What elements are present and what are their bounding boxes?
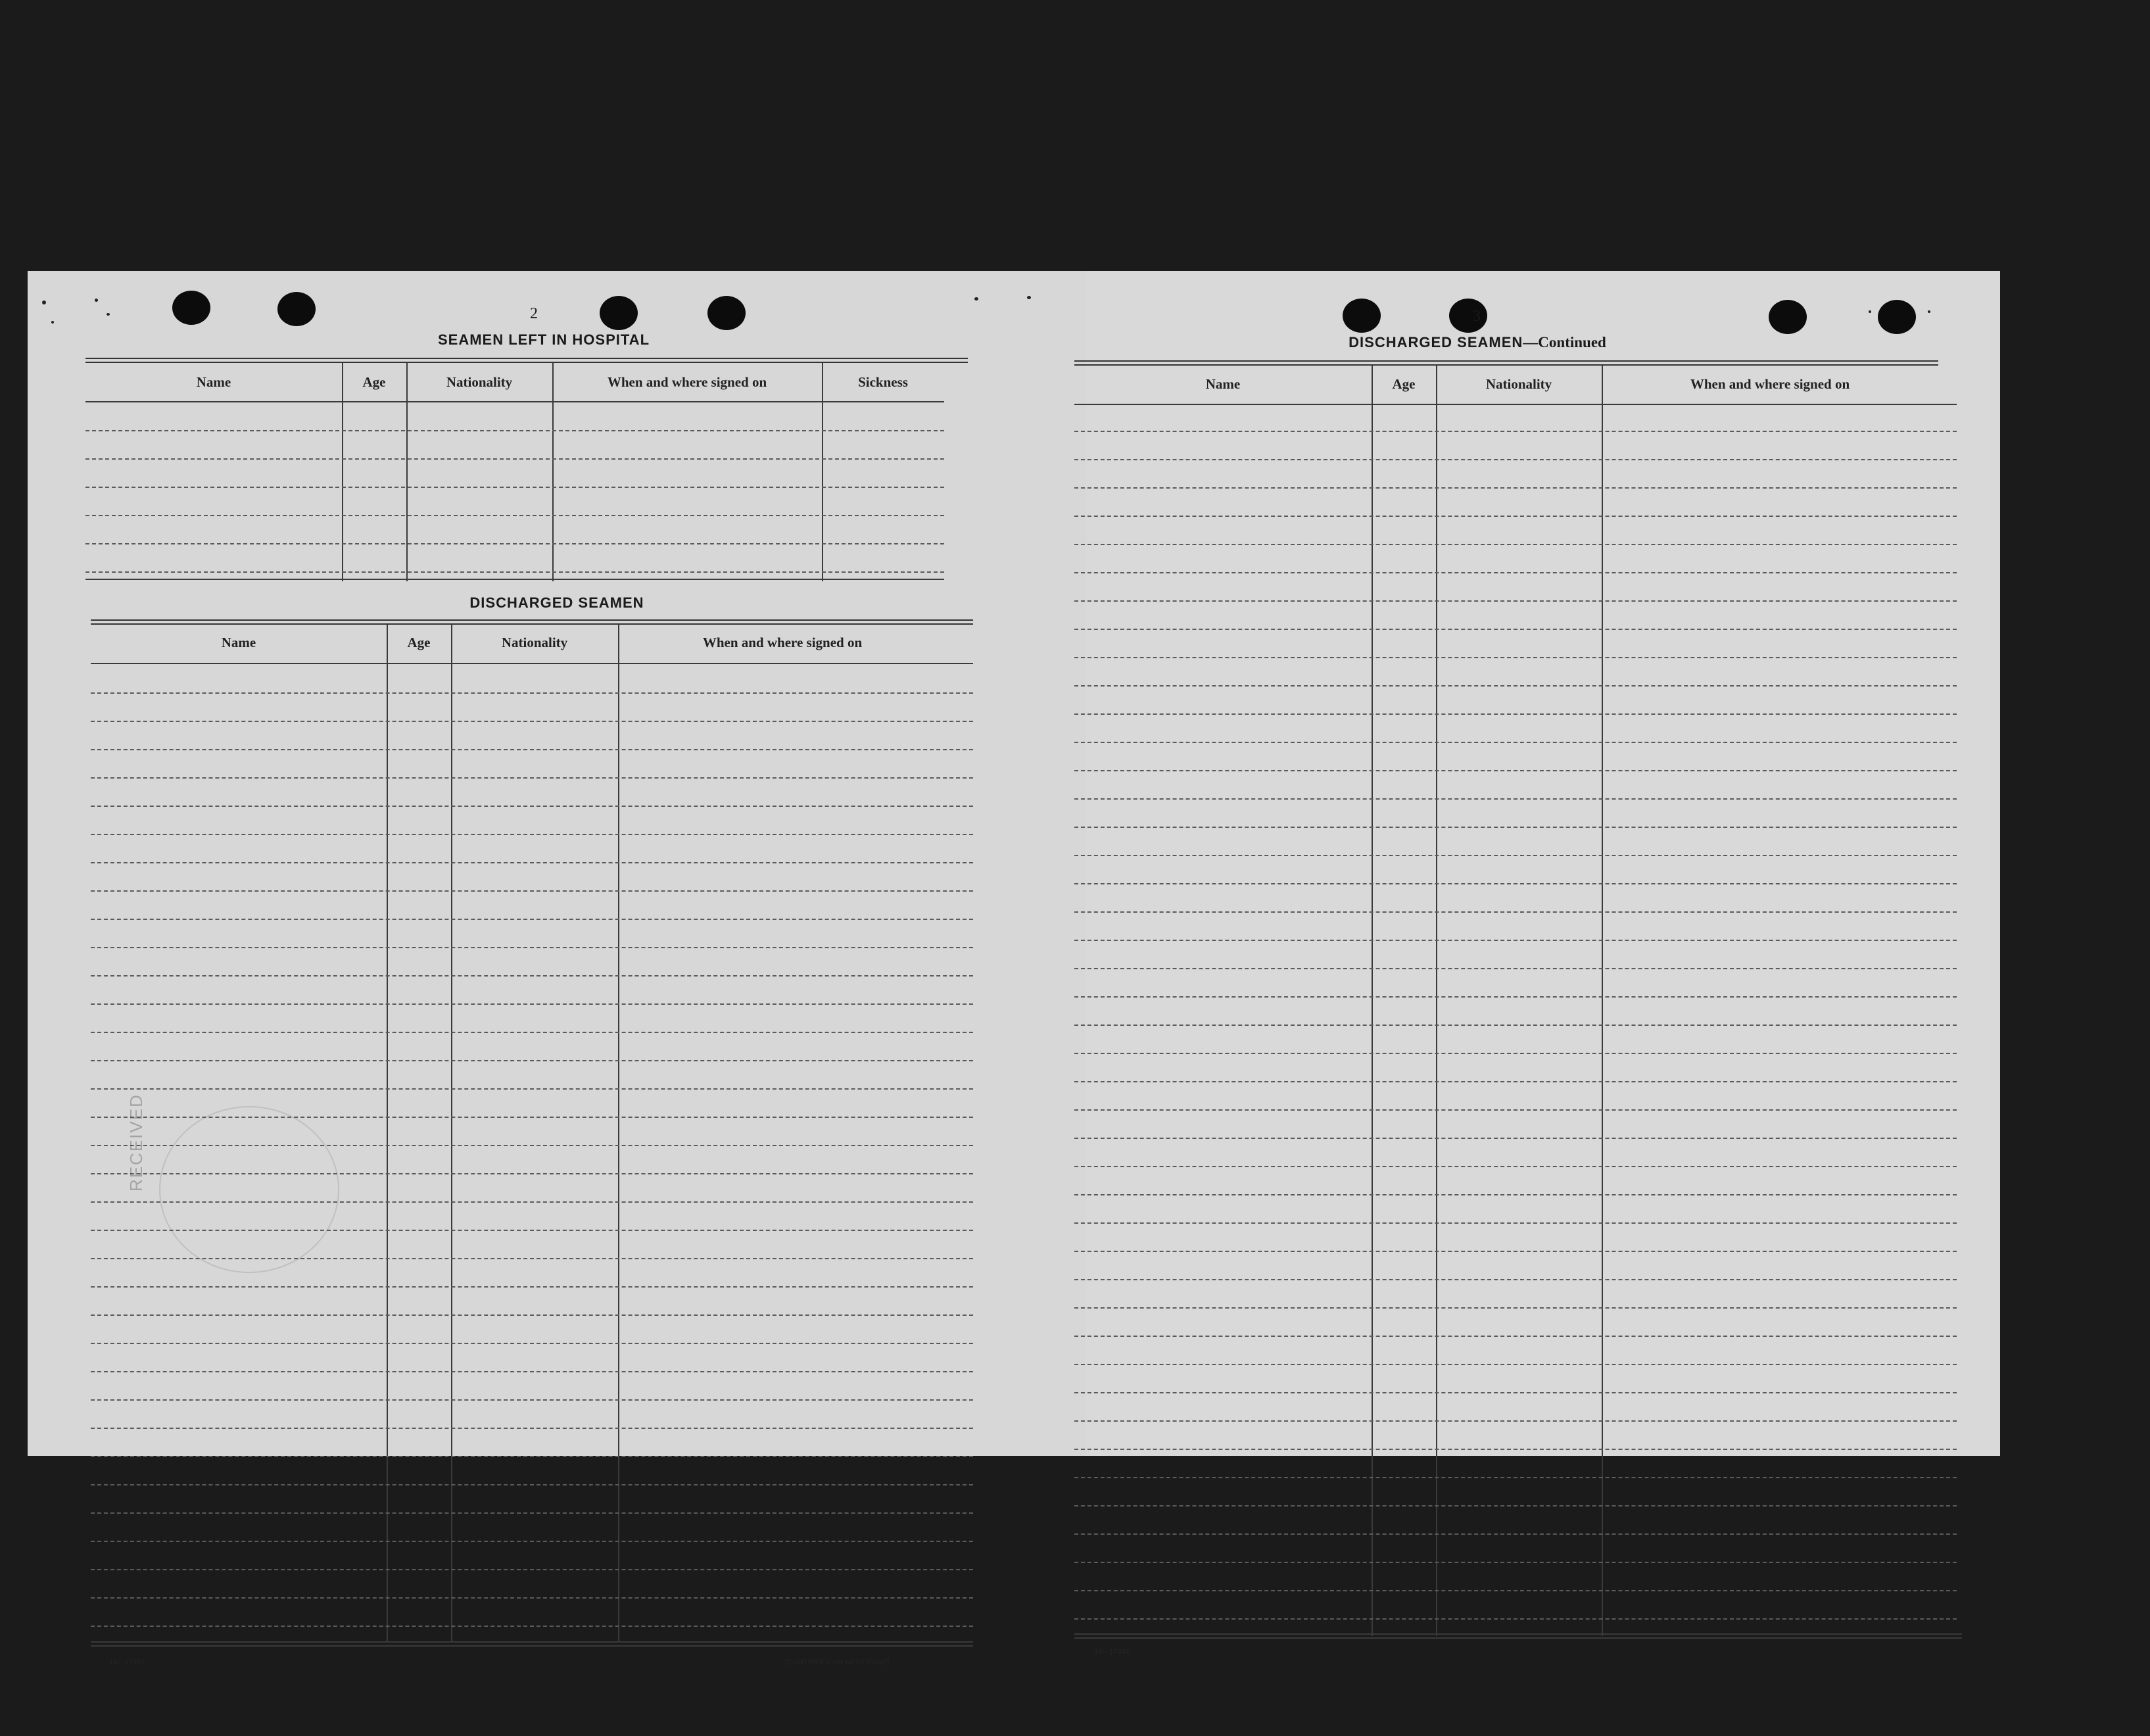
table-rule — [85, 362, 968, 363]
row-line — [1074, 516, 1957, 517]
row-line — [1074, 1025, 1957, 1026]
row-line — [1074, 600, 1957, 602]
form-number-right: 16—17387 — [1094, 1648, 1130, 1656]
row-line — [1074, 1364, 1957, 1365]
column-divider — [1602, 366, 1603, 1636]
row-line — [91, 1343, 973, 1344]
punch-hole — [1878, 300, 1916, 334]
speck — [1027, 296, 1031, 299]
row-line — [85, 430, 944, 431]
row-line — [1074, 1562, 1957, 1563]
row-line — [1074, 431, 1957, 432]
hospital-col-age: Age — [362, 374, 386, 390]
received-stamp-text: RECEIVED — [126, 1094, 146, 1192]
right-col-age: Age — [1392, 376, 1416, 392]
right-page-title-main: DISCHARGED SEAMEN — [1349, 334, 1523, 350]
row-line — [91, 1512, 973, 1514]
table-rule — [85, 579, 944, 580]
table-rule — [1074, 364, 1938, 366]
row-line — [91, 777, 973, 779]
right-col-signed-on: When and where signed on — [1690, 376, 1850, 392]
right-page-background — [1086, 271, 2000, 1456]
right-col-name: Name — [1205, 376, 1241, 392]
punch-hole — [1343, 299, 1381, 333]
row-line — [1074, 544, 1957, 545]
speck — [107, 313, 110, 316]
row-line — [1074, 1251, 1957, 1252]
row-line — [91, 1484, 973, 1485]
speck — [1869, 310, 1871, 313]
row-line — [1074, 1533, 1957, 1535]
row-line — [1074, 1279, 1957, 1280]
row-line — [1074, 1449, 1957, 1450]
continued-note: [CONTINUED ON NEXT PAGE] — [785, 1658, 890, 1666]
row-line — [91, 1626, 973, 1627]
punch-hole — [172, 291, 210, 325]
row-line — [91, 1088, 973, 1090]
row-line — [91, 749, 973, 750]
discharged-col-nationality: Nationality — [501, 635, 568, 650]
right-page-title-suffix: —Continued — [1523, 334, 1606, 350]
punch-hole — [277, 292, 316, 326]
row-line — [1074, 996, 1957, 998]
row-line — [1074, 487, 1957, 489]
row-line — [1074, 798, 1957, 800]
document-sheet — [28, 271, 2000, 1666]
page-number-left: 2 — [530, 305, 538, 322]
row-line — [1074, 1166, 1957, 1167]
row-line — [1074, 1420, 1957, 1422]
row-line — [91, 1201, 973, 1203]
table-rule — [91, 619, 973, 621]
discharged-col-signed-on: When and where signed on — [702, 635, 863, 650]
row-line — [1074, 1138, 1957, 1139]
table-rule — [91, 623, 973, 625]
row-line — [1074, 657, 1957, 658]
row-line — [1074, 1194, 1957, 1195]
row-line — [1074, 1590, 1957, 1591]
row-line — [91, 1258, 973, 1259]
row-line — [1074, 1053, 1957, 1054]
table-rule — [1074, 1637, 1962, 1639]
row-line — [91, 1428, 973, 1429]
row-line — [1074, 1618, 1957, 1620]
row-line — [91, 1173, 973, 1174]
row-line — [91, 1456, 973, 1457]
row-line — [1074, 883, 1957, 884]
row-line — [85, 515, 944, 516]
right-col-nationality: Nationality — [1485, 376, 1552, 392]
row-line — [1074, 685, 1957, 687]
row-line — [91, 975, 973, 976]
hospital-section-title: SEAMEN LEFT IN HOSPITAL — [437, 331, 650, 348]
punch-hole — [707, 296, 746, 330]
header-underline — [91, 663, 973, 664]
row-line — [1074, 1392, 1957, 1393]
discharged-section-title: DISCHARGED SEAMEN — [469, 594, 644, 611]
hospital-col-signed-on: When and where signed on — [607, 374, 767, 390]
table-rule — [91, 1645, 973, 1647]
row-line — [1074, 1109, 1957, 1111]
row-line — [85, 458, 944, 460]
discharged-col-age: Age — [407, 635, 431, 650]
row-line — [91, 1314, 973, 1316]
row-line — [91, 862, 973, 863]
row-line — [91, 1060, 973, 1061]
row-line — [1074, 827, 1957, 828]
row-line — [91, 890, 973, 892]
row-line — [1074, 1307, 1957, 1309]
row-line — [91, 1286, 973, 1288]
row-line — [1074, 855, 1957, 856]
column-divider — [1372, 366, 1373, 1636]
page-number-right: 3 — [1473, 308, 1481, 325]
right-page-title — [1316, 334, 1638, 351]
speck — [95, 299, 98, 302]
column-divider — [342, 363, 343, 581]
row-line — [85, 543, 944, 544]
row-line — [91, 1117, 973, 1118]
row-line — [91, 1541, 973, 1542]
row-line — [1074, 742, 1957, 743]
punch-hole — [1769, 300, 1807, 334]
row-line — [91, 1032, 973, 1033]
header-underline — [1074, 404, 1957, 405]
row-line — [1074, 1336, 1957, 1337]
table-rule — [85, 358, 968, 359]
row-line — [1074, 968, 1957, 969]
form-number-left: 16—17387 — [109, 1658, 145, 1666]
row-line — [1074, 770, 1957, 771]
speck — [1928, 310, 1930, 313]
row-line — [1074, 713, 1957, 715]
row-line — [91, 1597, 973, 1599]
row-line — [91, 721, 973, 722]
row-line — [1074, 572, 1957, 573]
hospital-col-sickness: Sickness — [858, 374, 908, 390]
row-line — [1074, 911, 1957, 913]
row-line — [91, 1003, 973, 1005]
row-line — [91, 1371, 973, 1372]
row-line — [85, 571, 944, 573]
row-line — [1074, 1222, 1957, 1224]
column-divider — [1436, 366, 1437, 1636]
received-stamp — [159, 1106, 339, 1273]
row-line — [1074, 940, 1957, 941]
table-rule — [1074, 1633, 1962, 1635]
speck — [42, 301, 46, 304]
column-divider — [552, 363, 554, 581]
row-line — [1074, 629, 1957, 630]
row-line — [91, 1145, 973, 1146]
row-line — [91, 919, 973, 920]
speck — [51, 321, 54, 324]
row-line — [91, 1399, 973, 1401]
hospital-col-nationality: Nationality — [446, 374, 513, 390]
row-line — [1074, 1081, 1957, 1082]
speck — [974, 297, 978, 301]
row-line — [1074, 1505, 1957, 1507]
row-line — [91, 806, 973, 807]
column-divider — [822, 363, 823, 581]
row-line — [91, 1230, 973, 1231]
table-rule — [91, 1641, 973, 1643]
row-line — [91, 692, 973, 694]
table-rule — [1074, 360, 1938, 362]
row-line — [85, 487, 944, 488]
row-line — [91, 834, 973, 835]
discharged-col-name: Name — [221, 635, 256, 650]
row-line — [1074, 459, 1957, 460]
punch-hole — [600, 296, 638, 330]
header-underline — [85, 401, 944, 402]
hospital-col-name: Name — [196, 374, 231, 390]
row-line — [91, 947, 973, 948]
column-divider — [406, 363, 408, 581]
row-line — [1074, 1477, 1957, 1478]
row-line — [91, 1569, 973, 1570]
